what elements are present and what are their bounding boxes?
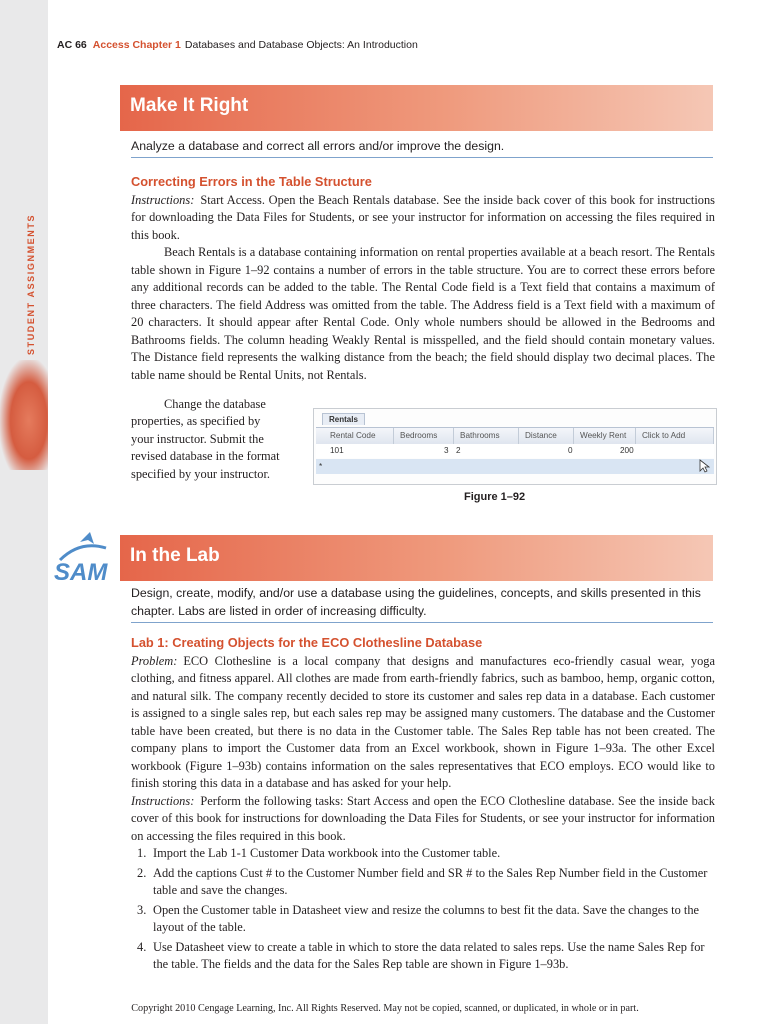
column-header: Weekly Rent <box>574 428 636 444</box>
lab-1-body <box>131 653 715 976</box>
column-header: Bedrooms <box>394 428 454 444</box>
description-paragraph: Beach Rentals is a database containing information on rental properties available at a beach resort. The Rentals table shown in Figure 1–92 contains a number of errors in the table structure. You are to correct these errors before any additional records can be added to the table. The Rental Code field is a Text field that contains a maximum of three characters. The field Address was omitted from the table. The Address field is a Text field with a maximum of 20 characters. It should appear after Rental Code. Only whole numbers should be allowed in the Bedrooms and Bathrooms fields. The column heading Weakly Rental is misspelled, and the field should contain monetary values. The Distance field represents the walking distance from the beach; the field should display two decimal places. The table name should be Rental Units, not Rentals. <box>131 245 715 382</box>
list-item: 4. Use Datasheet view to create a table in which to store the data related to sales reps. Use the name Sales Rep for the table. The fields and the data for the Sales Rep table are shown in Figure 1–93b. <box>137 939 705 972</box>
lab-instructions-paragraph: Instructions: Perform the following tasks: Start Access and open the ECO Clothesline database. See the inside back cover of this book for instructions for downloading the Data Files for Students, or see your instructor for information on accessing the files required in this book. <box>131 793 715 843</box>
sam-logo-text: SAM <box>54 559 108 586</box>
student-assignments-label: STUDENT ASSIGNMENTS <box>26 213 36 355</box>
new-record-marker: * <box>319 462 323 471</box>
table-row <box>316 444 714 458</box>
bedrooms-cell: 3 <box>444 446 449 455</box>
divider <box>131 157 713 158</box>
submission-paragraph-wrap <box>131 396 281 483</box>
make-it-right-heading: Make It Right <box>130 95 249 116</box>
problem-lead: Problem: <box>131 654 178 668</box>
chapter-label: Access Chapter 1 <box>92 39 181 51</box>
new-record-row <box>316 459 714 474</box>
running-head <box>57 39 418 51</box>
column-header: Click to Add <box>636 428 714 444</box>
task-list <box>131 845 715 974</box>
rentals-tab: Rentals <box>322 413 365 425</box>
lab-instructions-lead: Instructions: <box>131 793 195 808</box>
make-it-right-banner <box>120 85 713 131</box>
make-it-right-intro: Analyze a database and correct all errors and/or improve the design. <box>131 139 505 153</box>
sam-logo <box>50 530 114 586</box>
lab-1-subhead: Lab 1: Creating Objects for the ECO Clothesline Database <box>131 635 483 650</box>
instructions-paragraph: Instructions: Start Access. Open the Beach Rentals database. See the inside back cover of this book for instructions for downloading the Data Files for Students, or see your instructor for information on accessing the files required in this book. <box>131 193 715 242</box>
correcting-errors-subhead: Correcting Errors in the Table Structure <box>131 174 372 189</box>
weekly-rent-cell: 200 <box>620 446 634 455</box>
rental-code-cell: 101 <box>330 446 344 455</box>
sidebar-decoration <box>0 360 48 470</box>
in-the-lab-banner <box>120 535 713 581</box>
mouse-pointer-icon <box>698 459 710 473</box>
make-it-right-body <box>131 192 715 384</box>
column-header: Distance <box>519 428 574 444</box>
datasheet-header <box>316 427 714 445</box>
instructions-lead: Instructions: <box>131 193 195 207</box>
sidebar <box>0 0 48 1024</box>
figure-caption: Figure 1–92 <box>464 491 526 503</box>
copyright-footer: Copyright 2010 Cengage Learning, Inc. All Rights Reserved. May not be copied, scanned, or duplicated, in whole or in part. <box>131 1003 639 1014</box>
list-item: 3. Open the Customer table in Datasheet view and resize the columns to best fit the data. Save the changes to the layout of the table. <box>137 902 700 935</box>
column-header: Rental Code <box>324 428 394 444</box>
figure-1-92-datasheet <box>313 408 717 485</box>
distance-cell: 0 <box>568 446 573 455</box>
list-item: 2. Add the captions Cust # to the Customer Number field and SR # to the Sales Rep Number field in the Customer table and save the changes. <box>137 865 708 898</box>
page-number: AC 66 <box>57 39 87 51</box>
divider <box>131 622 713 623</box>
in-the-lab-heading: In the Lab <box>130 545 220 566</box>
bathrooms-cell: 2 <box>456 446 461 455</box>
chapter-title: Databases and Database Objects: An Introduction <box>184 39 418 51</box>
problem-paragraph: Problem: ECO Clothesline is a local company that designs and manufactures eco-friendly casual wear, yoga clothing, and fitness apparel. All clothes are made from earth-friendly fabrics, such as bamboo, hemp, organic cotton, and natural silk. The company recently decided to store its customer and sales rep data in a database. Each customer is assigned to a single sales rep, but each sales rep may be assigned many customers. The database and the Customer table have been created, but there is no data in the Customer table. The Sales Rep table has not been created. The company plans to import the Customer data from an Excel workbook, shown in Figure 1–93a. The other Excel workbook (Figure 1–93b) contains information on the sales representatives that ECO employs. ECO would like to finish storing this data in a database and has asked for your help. <box>131 654 715 791</box>
list-item: 1. Import the Lab 1-1 Customer Data workbook into the Customer table. <box>137 845 501 860</box>
submission-paragraph: Change the database properties, as specified by your instructor. Submit the revised database in the format specified by your instructor. <box>131 397 280 481</box>
column-header: Bathrooms <box>454 428 519 444</box>
in-the-lab-intro: Design, create, modify, and/or use a database using the guidelines, concepts, and skills presented in this chapter. Labs are listed in order of increasing difficulty. <box>131 586 701 618</box>
